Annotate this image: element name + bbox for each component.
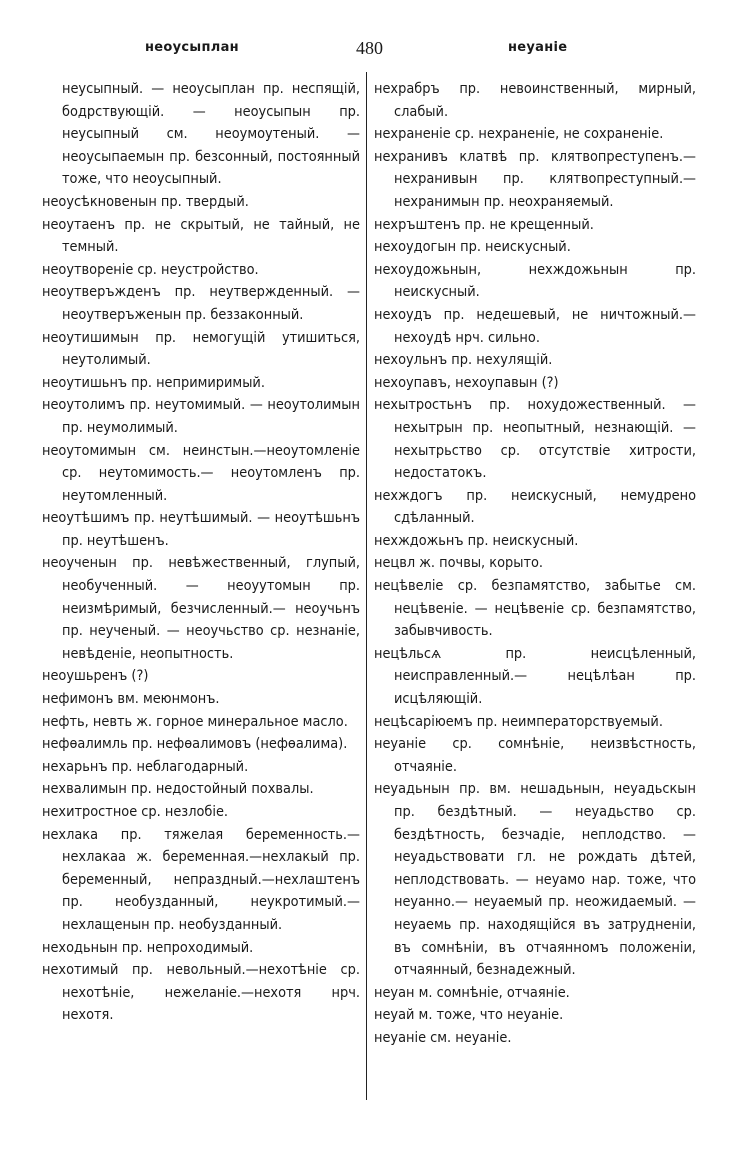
dictionary-entry: нефимонъ вм. меюнмонъ. [42, 691, 220, 708]
dictionary-entry: нецѣвеліе ср. безпамятство, забытье см. нецѣвеніе. — нецѣвеніе ср. безпамятство, забывчивость. [374, 578, 696, 640]
dictionary-entry: неоутишьнъ пр. непримиримый. [42, 374, 265, 391]
dictionary-entry: неуай м. тоже, что неуаніе. [374, 1007, 564, 1024]
dictionary-entry: неоутвореніе ср. неустройство. [42, 261, 259, 278]
header-right-word: неуаніе [508, 40, 568, 55]
dictionary-entry: неусыпный. — неоусыплан пр. неспящій, бодрствующій. — неоусыпын пр. неусыпный см. неоумоутеный. — неоусыпаемын пр. безсонный, постоянный тоже, что неоусыпный. [62, 81, 360, 188]
left-column [42, 78, 360, 1027]
dictionary-entry: неоутишимын пр. немогущій утишиться, неутолимый. [42, 329, 360, 369]
dictionary-entry: неуаніе ср. сомнѣніе, неизвѣстность, отчаяніе. [374, 736, 696, 775]
dictionary-entry: неоутомимын см. неинстын.—неоутомленіе ср. неутомимость.— неоутомленъ пр. неутомленный. [42, 442, 360, 504]
dictionary-entry: нехарьнъ пр. неблагодарный. [42, 758, 249, 775]
dictionary-entry: нецвл ж. почвы, корыто. [374, 555, 544, 572]
dictionary-entry: нехрабръ пр. невоинственный, мирный, слабый. [374, 81, 696, 120]
dictionary-entry: неуадьнын пр. вм. нешадьнын, неуадьскын пр. бездѣтный. — неуадьство ср. бездѣтность, безчадіе, неплодство. — неуадьствовати гл. не рождать дѣтей, неплодствовать. — неуамо нар. тоже, что неуанно.— неуаемый пр. неожидаемый. — неуаемь пр. находящійся въ затрудненіи, въ сомнѣніи, въ отчаянномъ положеніи, отчаянный, безнадежный. [374, 781, 696, 979]
dictionary-entry: нехоудогын пр. неискусный. [374, 239, 571, 256]
dictionary-entry: неходьнын пр. непроходимый. [42, 939, 254, 956]
dictionary-entry: нехоудъ пр. недешевый, не ничтожный.—нехоудѣ нрч. сильно. [374, 306, 696, 346]
column-divider [366, 72, 367, 1100]
dictionary-entry: неоусѣкновенын пр. твердый. [42, 193, 249, 210]
dictionary-entry: нехотимый пр. невольный.—нехотѣніе ср. нехотѣніе, нежеланіе.—нехотя нрч. нехотя. [42, 962, 360, 1024]
dictionary-entry: нецѣсаріюемъ пр. неимператорствуемый. [374, 713, 663, 730]
dictionary-entry: неуаніе см. неуаніе. [374, 1029, 512, 1046]
dictionary-entry: нехоульнъ пр. нехулящій. [374, 352, 553, 369]
dictionary-entry: нехитростное ср. незлобіе. [42, 804, 229, 820]
dictionary-entry: неоутолимъ пр. неутомимый. — неоутолимын пр. неумолимый. [42, 397, 360, 436]
page-header [0, 38, 743, 64]
dictionary-entry: неоученын пр. невѣжественный, глупый, необученный. — неоуутомын пр. неизмѣримый, безчисленный.— неоучьнъ пр. неученый. — неоучьство ср. незнаніе, невѣденіе, неопытность. [42, 555, 360, 662]
dictionary-entry: неоутѣшимъ пр. неутѣшимый. — неоутѣшьнъ пр. неутѣшенъ. [42, 510, 360, 549]
header-left-word: неоусыплан [145, 40, 239, 55]
right-column [374, 78, 696, 1050]
dictionary-entry: нехоудожьнын, нехждожьнын пр. неискусный. [374, 261, 696, 301]
dictionary-entry: нехраненіе ср. нехраненіе, не сохраненіе. [374, 126, 664, 143]
dictionary-entry: неоутверъжденъ пр. неутвержденный. —неоутверъженын пр. беззаконный. [42, 284, 360, 323]
dictionary-entry: нехждожьнъ пр. неискусный. [374, 532, 579, 549]
dictionary-entry: неуан м. сомнѣніе, отчаяніе. [374, 984, 570, 1001]
dictionary-entry: неоушьренъ (?) [42, 668, 149, 685]
dictionary-entry: нехранивъ клатвѣ пр. клятвопреступенъ.—нехранивын пр. клятвопреступный.— нехранимын пр. неохраняемый. [374, 148, 696, 210]
dictionary-entry: нехоупавъ, нехоупавын (?) [374, 374, 559, 391]
dictionary-entry: нехръштенъ пр. не крещенный. [374, 216, 594, 233]
page-number: 480 [356, 38, 383, 58]
dictionary-entry: нехлака пр. тяжелая беременность.— нехлакаа ж. беременная.—нехлакый пр. беременный, непраздный.—нехлаштенъ пр. необузданный, неукротимый.—нехлащенын пр. необузданный. [42, 826, 360, 933]
dictionary-entry: неоутаенъ пр. не скрытый, не тайный, не темный. [42, 216, 360, 256]
dictionary-entry: нецѣльсѧ пр. неисцѣленный, неисправленный.— нецѣлѣан пр. исцѣляющій. [374, 645, 696, 708]
dictionary-entry: нехвалимын пр. недостойный похвалы. [42, 781, 314, 798]
dictionary-entry: нехждогъ пр. неискусный, немудрено сдѣланный. [374, 487, 696, 527]
dictionary-entry: нехытростьнъ пр. нохудожественный. —нехытрын пр. неопытный, незнающій. — нехытрьство ср. отсутствіе хитрости, недостатокъ. [374, 397, 696, 482]
dictionary-entry: нефть, невть ж. горное минеральное масло. [42, 713, 348, 730]
dictionary-entry: нефѳалимль пр. нефѳалимовъ (нефѳалима). [42, 736, 348, 753]
